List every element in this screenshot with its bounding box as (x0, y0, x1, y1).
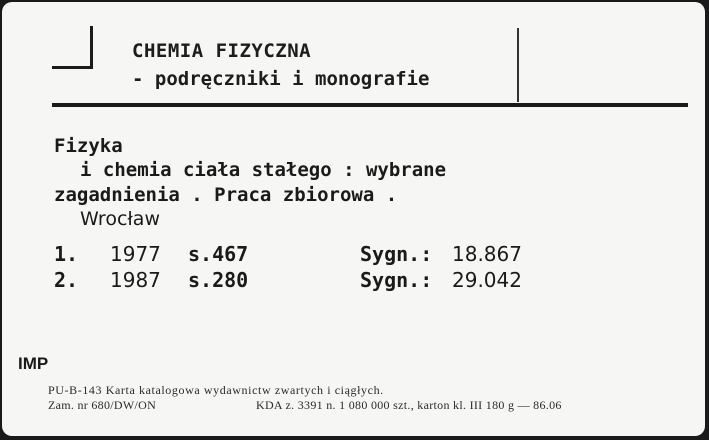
entry-title-line-2: i chemia ciała stałego : wybrane (80, 159, 447, 181)
holding-row (54, 268, 522, 294)
holding-year: 1977 (110, 242, 161, 266)
holding-pages: s.280 (188, 268, 249, 292)
form-description: PU-B-143 Karta katalogowa wydawnictw zwartych i ciągłych. (48, 383, 384, 397)
entry-title-line-1: Fizyka (54, 135, 123, 157)
print-info: KDA z. 3391 n. 1 080 000 szt., karton kl. III 180 g — 86.06 (256, 398, 562, 412)
subject-heading: CHEMIA FIZYCZNA (132, 40, 312, 62)
header-rule (52, 103, 688, 107)
holding-sygn-value: 18.867 (452, 242, 522, 266)
header-divider (517, 28, 519, 102)
order-number: Zam. nr 680/DW/ON (48, 398, 157, 412)
holding-number: 1. (54, 242, 79, 266)
publisher-mark: IMP (18, 354, 49, 373)
corner-bracket (52, 26, 93, 69)
holding-row (54, 242, 522, 268)
entry-title-line-3: zagadnienia . Praca zbiorowa . (54, 184, 398, 206)
entry-place: Wrocław (80, 208, 160, 230)
holding-year: 1987 (110, 268, 161, 292)
subject-subheading: - podręczniki i monografie (132, 68, 430, 90)
holding-number: 2. (54, 268, 79, 292)
holding-pages: s.467 (188, 242, 249, 266)
catalog-card (2, 2, 705, 436)
holding-sygn-value: 29.042 (452, 268, 522, 292)
holdings-list (54, 242, 522, 294)
holding-sygn-label: Sygn.: (360, 242, 433, 266)
holding-sygn-label: Sygn.: (360, 268, 433, 292)
